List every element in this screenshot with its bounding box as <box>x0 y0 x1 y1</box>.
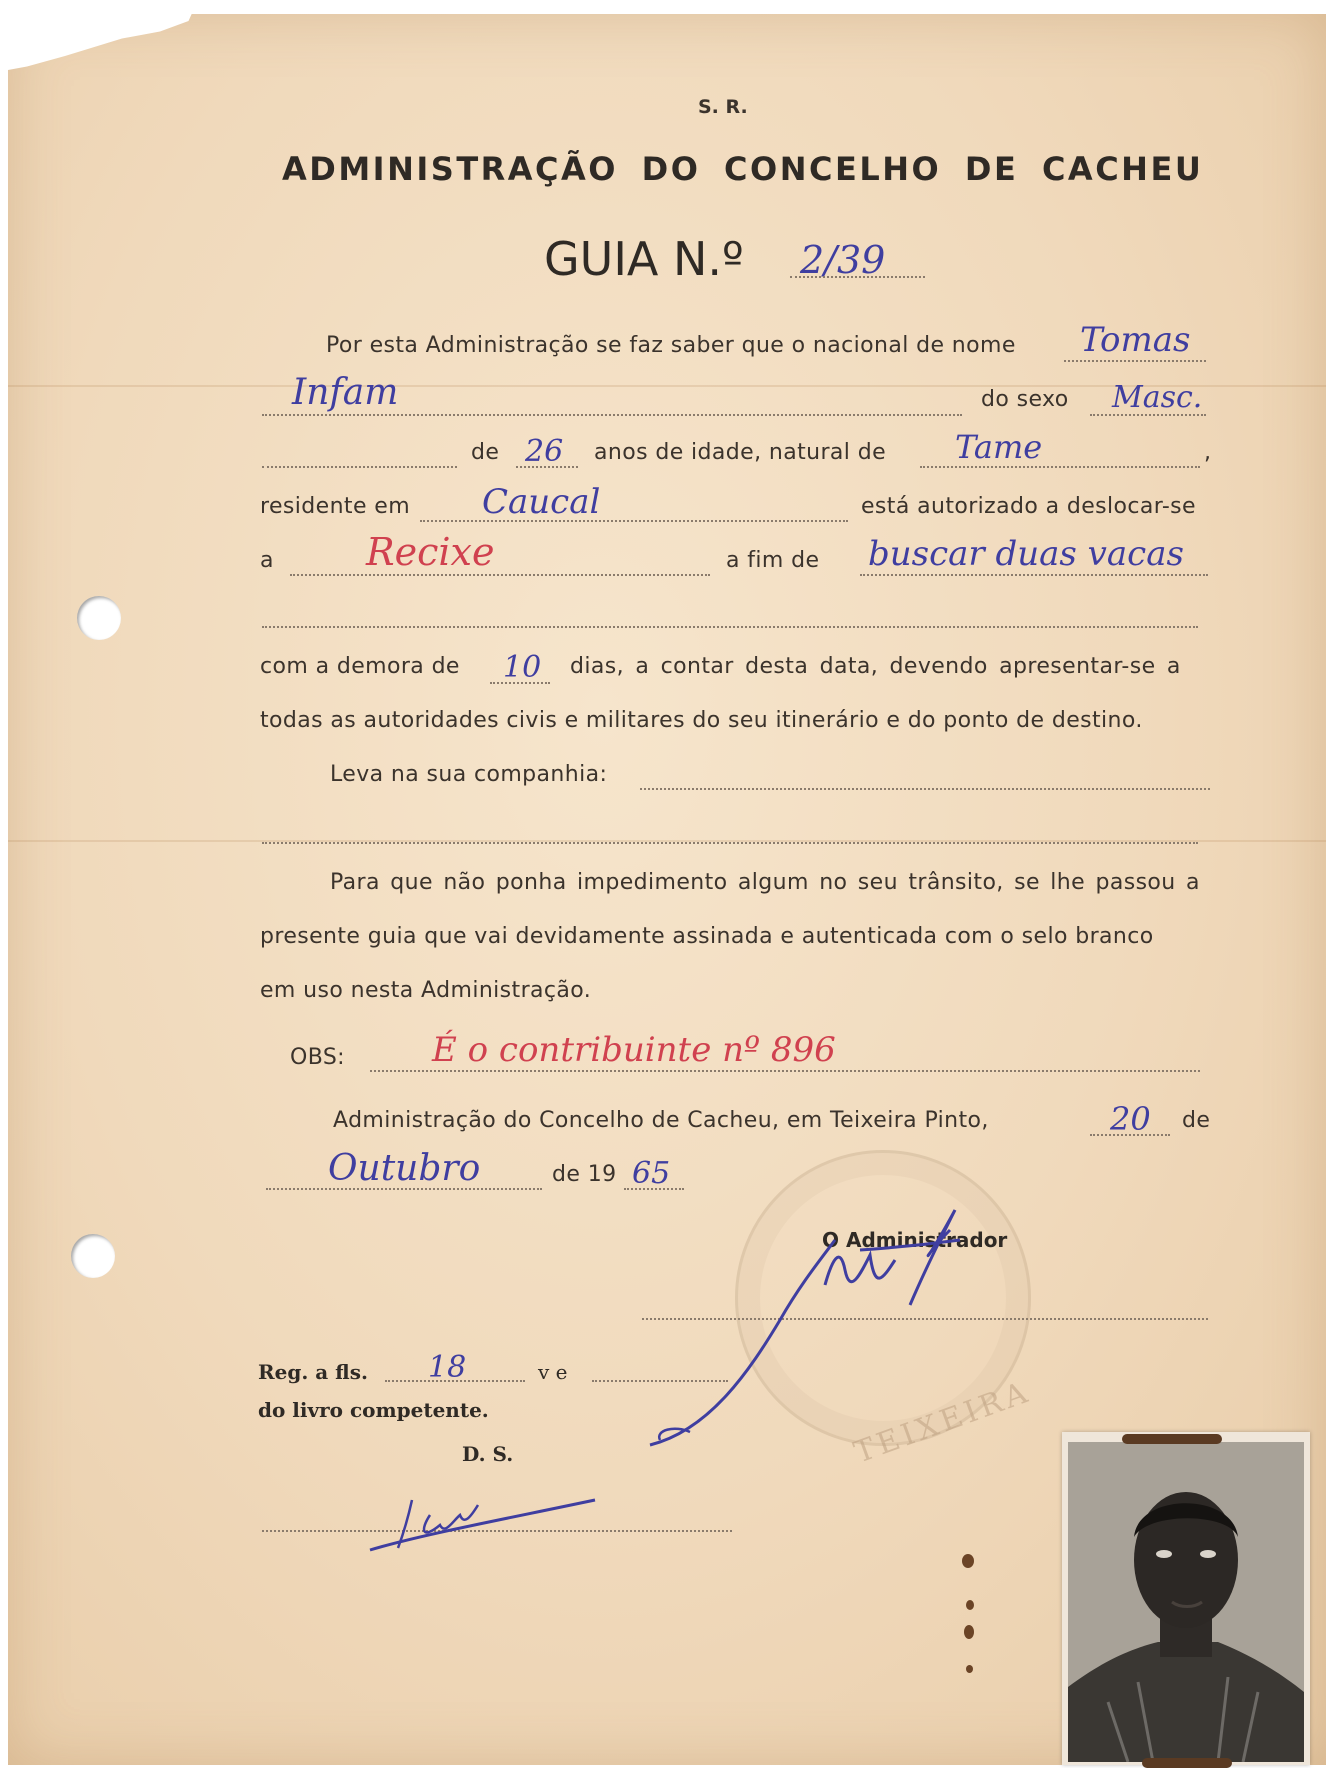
folio-value: 18 <box>428 1350 467 1385</box>
purpose-value: buscar duas vacas <box>868 534 1184 574</box>
rust-spot <box>962 1554 974 1568</box>
name-last: Infam <box>292 372 399 413</box>
duration-line <box>490 682 550 684</box>
rust-spot <box>966 1600 974 1610</box>
rust-spot <box>964 1625 974 1639</box>
month-value: Outubro <box>328 1148 481 1189</box>
sex-value: Masc. <box>1112 380 1203 415</box>
paragraph-line-1: Para que não ponha impedimento algum no seu trânsito, se lhe passou a <box>330 870 1200 895</box>
name-line <box>1064 360 1206 362</box>
year-line <box>624 1188 684 1190</box>
day-line <box>1090 1134 1170 1136</box>
ds-signature <box>360 1470 610 1560</box>
v-e-label: v e <box>538 1360 568 1384</box>
name-first: Tomas <box>1080 320 1191 360</box>
intro-text: Por esta Administração se faz saber que o nacional de nome <box>326 333 1016 358</box>
staple <box>1122 1434 1222 1444</box>
reg-label: Reg. a fls. <box>258 1360 368 1384</box>
obs-value: É o contribuinte nº 896 <box>432 1030 836 1070</box>
punch-hole <box>71 1234 115 1278</box>
companion-line-2 <box>262 842 1198 844</box>
folio-line <box>385 1380 525 1382</box>
month-line <box>266 1188 542 1190</box>
birthplace: Tame <box>955 428 1043 466</box>
destination-line <box>290 574 710 576</box>
paragraph-line-2: presente guia que vai devidamente assinada e autenticada com o selo branco <box>260 924 1154 949</box>
punch-hole <box>77 596 121 640</box>
purpose-line-2 <box>262 626 1198 628</box>
year-prefix: de 19 <box>552 1162 617 1187</box>
sex-line <box>1090 414 1206 416</box>
book-label: do livro competente. <box>258 1398 489 1422</box>
destination: Recixe <box>366 530 495 574</box>
id-photo <box>1062 1432 1310 1765</box>
sex-label: do sexo <box>981 387 1069 412</box>
authorized-label: está autorizado a deslocar-se <box>861 494 1196 519</box>
age-line <box>516 466 578 468</box>
a-label: a <box>260 548 274 573</box>
companion-line <box>640 788 1210 790</box>
photo-image <box>1068 1442 1304 1762</box>
staple <box>1142 1758 1232 1768</box>
authorities-text: todas as autoridades civis e militares do seu itinerário e do ponto de destino. <box>260 708 1143 733</box>
administrator-signature <box>620 1200 1070 1460</box>
day-value: 20 <box>1110 1100 1151 1138</box>
resident-value: Caucal <box>482 482 601 522</box>
name-last-line <box>262 414 962 416</box>
header-sr: S. R. <box>698 96 748 118</box>
guia-label: GUIA N.º <box>544 232 744 286</box>
guia-number-line <box>790 276 925 278</box>
resident-label: residente em <box>260 494 411 519</box>
paragraph-line-3: em uso nesta Administração. <box>260 978 592 1003</box>
seal-text: TEIXEIRA <box>849 1374 1036 1471</box>
person-portrait <box>1068 1442 1304 1762</box>
v-e-line <box>592 1380 728 1382</box>
document-title: ADMINISTRAÇÃO DO CONCELHO DE CACHEU <box>282 150 1204 188</box>
guia-number: 2/39 <box>800 238 886 282</box>
duration-value: 10 <box>503 650 542 685</box>
purpose-label: a fim de <box>726 548 820 573</box>
comma: , <box>1204 440 1212 465</box>
resident-line <box>420 520 848 522</box>
purpose-line <box>860 574 1208 576</box>
administrator-label: O Administrador <box>822 1228 1008 1252</box>
de-label: de <box>1182 1108 1211 1133</box>
rust-spot <box>966 1665 973 1673</box>
year-suffix: 65 <box>632 1156 671 1191</box>
blank-line <box>262 466 457 468</box>
ds-label: D. S. <box>462 1442 514 1466</box>
birthplace-line <box>920 466 1200 468</box>
obs-line <box>370 1070 1200 1072</box>
duration-prefix: com a demora de <box>260 654 460 679</box>
place-date-text: Administração do Concelho de Cacheu, em Teixeira Pinto, <box>333 1108 989 1133</box>
duration-suffix: dias, a contar desta data, devendo apresentar-se a <box>570 654 1181 679</box>
age-prefix: de <box>471 440 500 465</box>
obs-label: OBS: <box>290 1045 345 1070</box>
companion-label: Leva na sua companhia: <box>330 762 608 787</box>
age-suffix: anos de idade, natural de <box>594 440 887 465</box>
age-value: 26 <box>525 434 564 469</box>
